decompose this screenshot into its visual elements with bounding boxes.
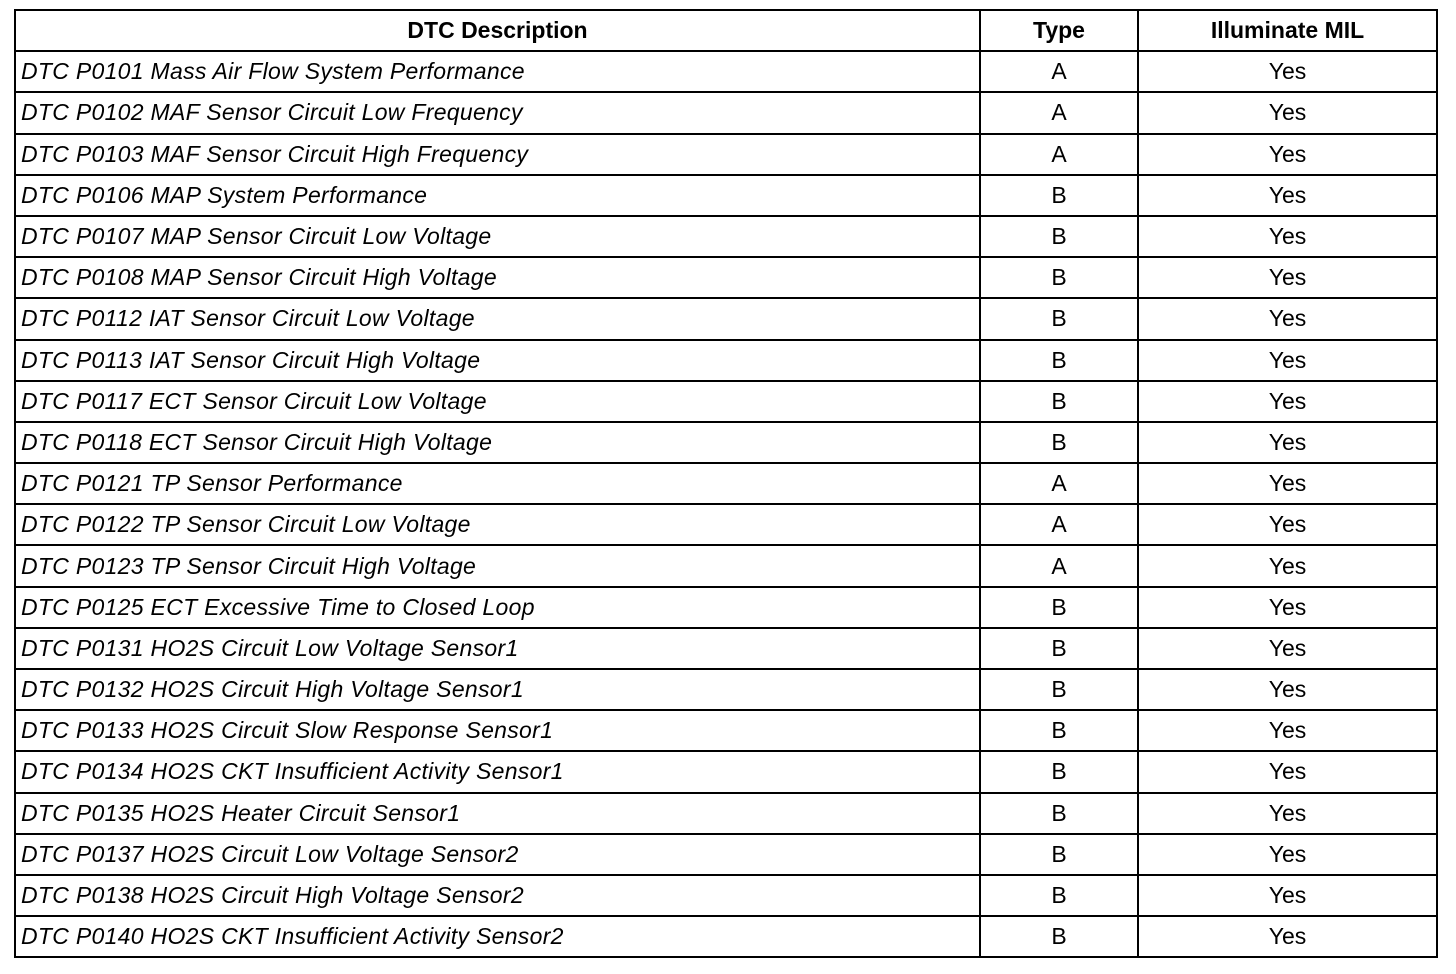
dtc-table — [14, 9, 1438, 958]
type-cell: B — [980, 381, 1138, 422]
dtc-description-cell: DTC P0118 ECT Sensor Circuit High Voltage — [15, 422, 980, 463]
illuminate-mil-cell: Yes — [1138, 463, 1437, 504]
illuminate-mil-cell: Yes — [1138, 545, 1437, 586]
type-cell: A — [980, 51, 1138, 92]
type-cell: B — [980, 422, 1138, 463]
illuminate-mil-cell: Yes — [1138, 175, 1437, 216]
type-cell: B — [980, 298, 1138, 339]
dtc-description-cell: DTC P0101 Mass Air Flow System Performance — [15, 51, 980, 92]
type-cell: B — [980, 875, 1138, 916]
illuminate-mil-cell: Yes — [1138, 834, 1437, 875]
table-row — [15, 51, 1437, 92]
table-header — [15, 10, 1437, 51]
type-cell: A — [980, 545, 1138, 586]
table-row — [15, 587, 1437, 628]
table-row — [15, 298, 1437, 339]
type-cell: A — [980, 134, 1138, 175]
illuminate-mil-cell: Yes — [1138, 92, 1437, 133]
type-cell: B — [980, 834, 1138, 875]
illuminate-mil-cell: Yes — [1138, 669, 1437, 710]
type-cell: B — [980, 669, 1138, 710]
illuminate-mil-cell: Yes — [1138, 381, 1437, 422]
dtc-description-cell: DTC P0106 MAP System Performance — [15, 175, 980, 216]
dtc-description-cell: DTC P0125 ECT Excessive Time to Closed Loop — [15, 587, 980, 628]
type-cell: B — [980, 216, 1138, 257]
type-cell: B — [980, 916, 1138, 957]
dtc-description-cell: DTC P0132 HO2S Circuit High Voltage Sensor1 — [15, 669, 980, 710]
illuminate-mil-cell: Yes — [1138, 298, 1437, 339]
table-row — [15, 175, 1437, 216]
dtc-description-cell: DTC P0140 HO2S CKT Insufficient Activity Sensor2 — [15, 916, 980, 957]
dtc-description-cell: DTC P0112 IAT Sensor Circuit Low Voltage — [15, 298, 980, 339]
header-dtc-description: DTC Description — [15, 10, 980, 51]
illuminate-mil-cell: Yes — [1138, 422, 1437, 463]
type-cell: B — [980, 587, 1138, 628]
type-cell: B — [980, 340, 1138, 381]
dtc-description-cell: DTC P0107 MAP Sensor Circuit Low Voltage — [15, 216, 980, 257]
type-cell: A — [980, 463, 1138, 504]
illuminate-mil-cell: Yes — [1138, 916, 1437, 957]
dtc-description-cell: DTC P0135 HO2S Heater Circuit Sensor1 — [15, 793, 980, 834]
illuminate-mil-cell: Yes — [1138, 216, 1437, 257]
type-cell: B — [980, 628, 1138, 669]
dtc-description-cell: DTC P0108 MAP Sensor Circuit High Voltage — [15, 257, 980, 298]
illuminate-mil-cell: Yes — [1138, 587, 1437, 628]
table-row — [15, 134, 1437, 175]
illuminate-mil-cell: Yes — [1138, 875, 1437, 916]
illuminate-mil-cell: Yes — [1138, 504, 1437, 545]
table-row — [15, 216, 1437, 257]
table-row — [15, 92, 1437, 133]
table-row — [15, 628, 1437, 669]
table-row — [15, 340, 1437, 381]
table-row — [15, 916, 1437, 957]
table-row — [15, 463, 1437, 504]
type-cell: B — [980, 751, 1138, 792]
dtc-description-cell: DTC P0103 MAF Sensor Circuit High Frequency — [15, 134, 980, 175]
table-body — [15, 51, 1437, 957]
type-cell: A — [980, 504, 1138, 545]
table-row — [15, 545, 1437, 586]
type-cell: B — [980, 710, 1138, 751]
table-row — [15, 875, 1437, 916]
table-row — [15, 834, 1437, 875]
dtc-description-cell: DTC P0131 HO2S Circuit Low Voltage Sensor1 — [15, 628, 980, 669]
illuminate-mil-cell: Yes — [1138, 51, 1437, 92]
illuminate-mil-cell: Yes — [1138, 340, 1437, 381]
table-row — [15, 257, 1437, 298]
table-row — [15, 793, 1437, 834]
dtc-description-cell: DTC P0137 HO2S Circuit Low Voltage Sensor2 — [15, 834, 980, 875]
dtc-description-cell: DTC P0102 MAF Sensor Circuit Low Frequency — [15, 92, 980, 133]
dtc-description-cell: DTC P0133 HO2S Circuit Slow Response Sensor1 — [15, 710, 980, 751]
table-row — [15, 422, 1437, 463]
dtc-description-cell: DTC P0138 HO2S Circuit High Voltage Sensor2 — [15, 875, 980, 916]
type-cell: B — [980, 175, 1138, 216]
table-row — [15, 669, 1437, 710]
header-illuminate-mil: Illuminate MIL — [1138, 10, 1437, 51]
type-cell: B — [980, 257, 1138, 298]
illuminate-mil-cell: Yes — [1138, 134, 1437, 175]
table-row — [15, 751, 1437, 792]
dtc-description-cell: DTC P0122 TP Sensor Circuit Low Voltage — [15, 504, 980, 545]
dtc-description-cell: DTC P0117 ECT Sensor Circuit Low Voltage — [15, 381, 980, 422]
type-cell: B — [980, 793, 1138, 834]
dtc-description-cell: DTC P0134 HO2S CKT Insufficient Activity Sensor1 — [15, 751, 980, 792]
dtc-description-cell: DTC P0123 TP Sensor Circuit High Voltage — [15, 545, 980, 586]
header-row — [15, 10, 1437, 51]
header-type: Type — [980, 10, 1138, 51]
dtc-description-cell: DTC P0113 IAT Sensor Circuit High Voltage — [15, 340, 980, 381]
illuminate-mil-cell: Yes — [1138, 628, 1437, 669]
table-row — [15, 710, 1437, 751]
dtc-description-cell: DTC P0121 TP Sensor Performance — [15, 463, 980, 504]
illuminate-mil-cell: Yes — [1138, 257, 1437, 298]
illuminate-mil-cell: Yes — [1138, 710, 1437, 751]
type-cell: A — [980, 92, 1138, 133]
illuminate-mil-cell: Yes — [1138, 751, 1437, 792]
illuminate-mil-cell: Yes — [1138, 793, 1437, 834]
table-row — [15, 504, 1437, 545]
table-row — [15, 381, 1437, 422]
